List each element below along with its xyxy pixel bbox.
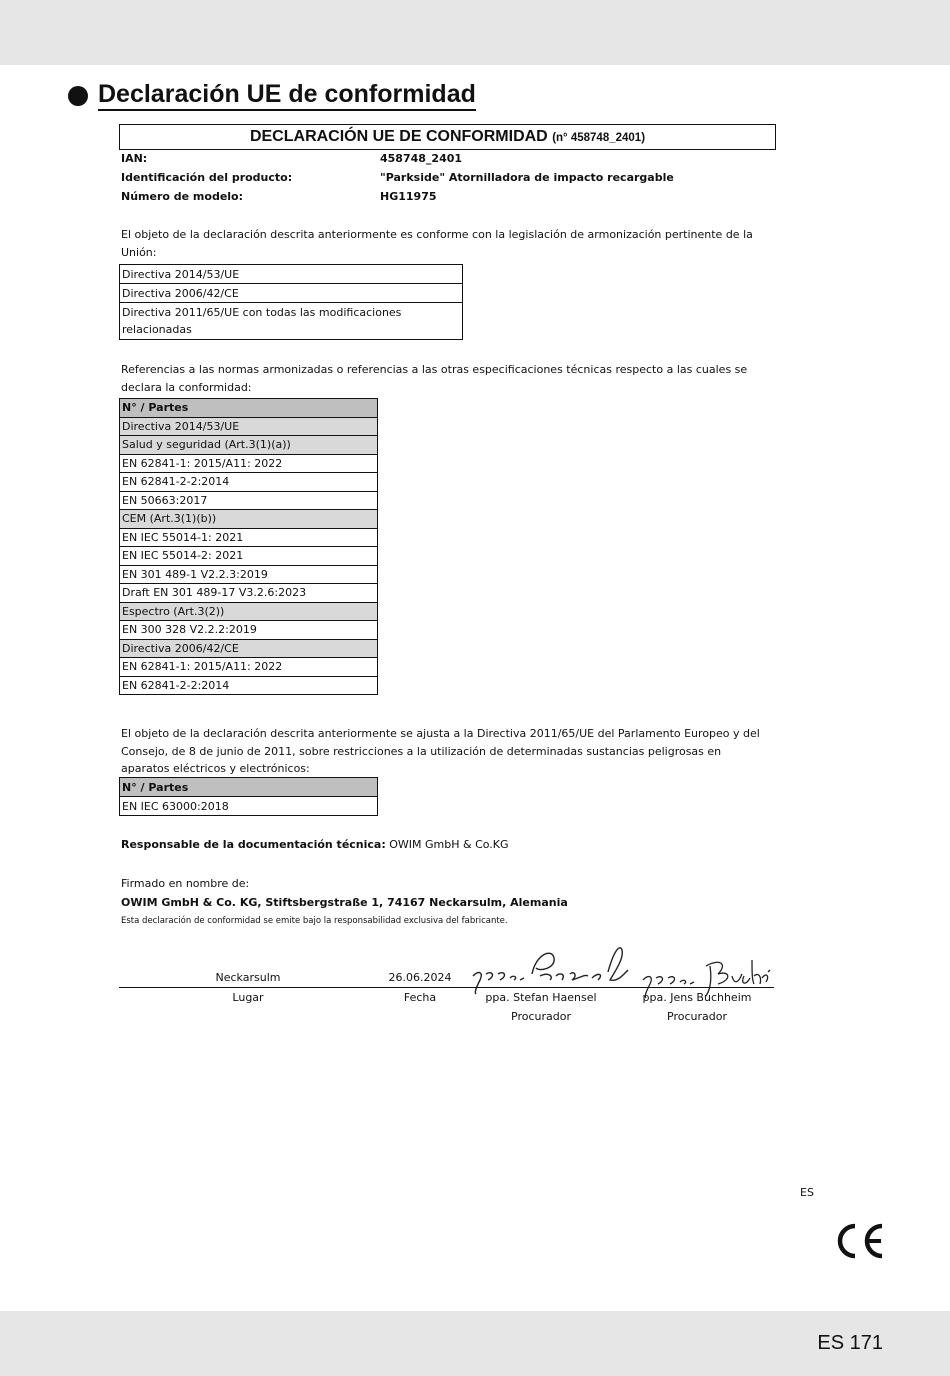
table-row (120, 454, 378, 473)
norm-cell: EN 62841-2-2:2014 (120, 473, 378, 492)
company-address: OWIM GmbH & Co. KG, Stiftsbergstraße 1, 74167 Neckarsulm, Alemania (121, 896, 568, 909)
norms-header: N° / Partes (120, 399, 378, 418)
table-row (120, 417, 378, 436)
norm-cell: EN 62841-1: 2015/A11: 2022 (120, 658, 378, 677)
signed-label: Firmado en nombre de: (121, 877, 250, 890)
date-value: 26.06.2024 (388, 971, 452, 984)
directive-cell: Directiva 2006/42/CE (120, 284, 463, 303)
model-value: HG11975 (380, 190, 437, 203)
declaration-title: DECLARACIÓN UE DE CONFORMIDAD (249, 128, 548, 145)
norm-cell: EN IEC 55014-1: 2021 (120, 528, 378, 547)
page-number: ES 171 (817, 1332, 883, 1354)
table-row (120, 584, 378, 603)
table-row (120, 284, 463, 303)
rohs-header: N° / Partes (120, 778, 378, 797)
table-row (120, 491, 378, 510)
norm-cell: Salud y seguridad (Art.3(1)(a)) (120, 436, 378, 455)
norm-cell: Espectro (Art.3(2)) (120, 602, 378, 621)
norm-cell: EN 300 328 V2.2.2:2019 (120, 621, 378, 640)
date-label: Fecha (403, 991, 437, 1004)
model-label: Número de modelo: (121, 190, 244, 203)
norm-cell: EN 50663:2017 (120, 491, 378, 510)
norm-cell: EN 62841-1: 2015/A11: 2022 (120, 454, 378, 473)
responsible-label: Responsable de la documentación técnica: (121, 838, 386, 851)
responsible-value: OWIM GmbH & Co.KG (389, 838, 509, 851)
ian-label: IAN: (121, 152, 148, 165)
table-row (120, 436, 378, 455)
table-row (120, 565, 378, 584)
declaration-title-box (119, 124, 776, 150)
responsible-line (121, 836, 771, 854)
norm-cell: Directiva 2014/53/UE (120, 417, 378, 436)
references-paragraph: Referencias a las normas armonizadas o referencias a las otras especificaciones técnicas respecto a las cuales se declara la conformidad: (121, 363, 748, 394)
signer1-name: ppa. Stefan Haensel (485, 991, 597, 1004)
table-row (120, 265, 463, 284)
language-code: ES (800, 1186, 814, 1199)
conformity-paragraph: El objeto de la declaración descrita anteriormente es conforme con la legislación de armonización pertinente de la Unión: (121, 228, 753, 259)
bottom-band (0, 1311, 950, 1376)
table-header-row (120, 778, 378, 797)
table-row (120, 510, 378, 529)
page-title: Declaración UE de conformidad (98, 80, 476, 111)
signer1-role: Procurador (511, 1010, 571, 1023)
table-row (120, 303, 463, 340)
ce-mark-icon (835, 1222, 887, 1260)
norm-cell: CEM (Art.3(1)(b)) (120, 510, 378, 529)
top-band (0, 0, 950, 65)
signer2-role: Procurador (667, 1010, 727, 1023)
norm-cell: EN 301 489-1 V2.2.3:2019 (120, 565, 378, 584)
place-value: Neckarsulm (215, 971, 281, 984)
rohs-cell: EN IEC 63000:2018 (120, 797, 378, 816)
ian-value: 458748_2401 (380, 152, 463, 165)
table-row (120, 602, 378, 621)
norm-cell: Draft EN 301 489-17 V3.2.6:2023 (120, 584, 378, 603)
product-value: "Parkside" Atornilladora de impacto recargable (380, 171, 674, 184)
bullet-icon (68, 86, 88, 106)
table-row (120, 639, 378, 658)
place-label: Lugar (232, 991, 264, 1004)
table-header-row (120, 399, 378, 418)
table-row (120, 473, 378, 492)
declaration-number: (n° 458748_2401) (552, 132, 646, 144)
norm-cell: Directiva 2006/42/CE (120, 639, 378, 658)
directives-table (119, 264, 463, 340)
signer2-name: ppa. Jens Buchheim (642, 991, 752, 1004)
table-row (120, 658, 378, 677)
norms-table (119, 398, 378, 695)
norm-cell: EN IEC 55014-2: 2021 (120, 547, 378, 566)
table-row (120, 797, 378, 816)
section-heading (68, 80, 476, 111)
responsibility-note: Esta declaración de conformidad se emite bajo la responsabilidad exclusiva del fabricante. (121, 916, 508, 926)
rohs-table (119, 777, 378, 816)
table-row (120, 528, 378, 547)
norm-cell: EN 62841-2-2:2014 (120, 676, 378, 695)
table-row (120, 547, 378, 566)
directive-cell: Directiva 2014/53/UE (120, 265, 463, 284)
product-label: Identificación del producto: (121, 171, 293, 184)
table-row (120, 621, 378, 640)
rohs-paragraph: El objeto de la declaración descrita anteriormente se ajusta a la Directiva 2011/65/UE del Parlamento Europeo y del Consejo, de 8 de junio de 2011, sobre restricciones a la utilización de determinadas sustancias peligrosas en aparatos eléctricos y electrónicos: (121, 727, 760, 775)
table-row (120, 676, 378, 695)
signature-line (119, 987, 774, 988)
directive-cell: Directiva 2011/65/UE con todas las modificaciones relacionadas (120, 303, 463, 340)
